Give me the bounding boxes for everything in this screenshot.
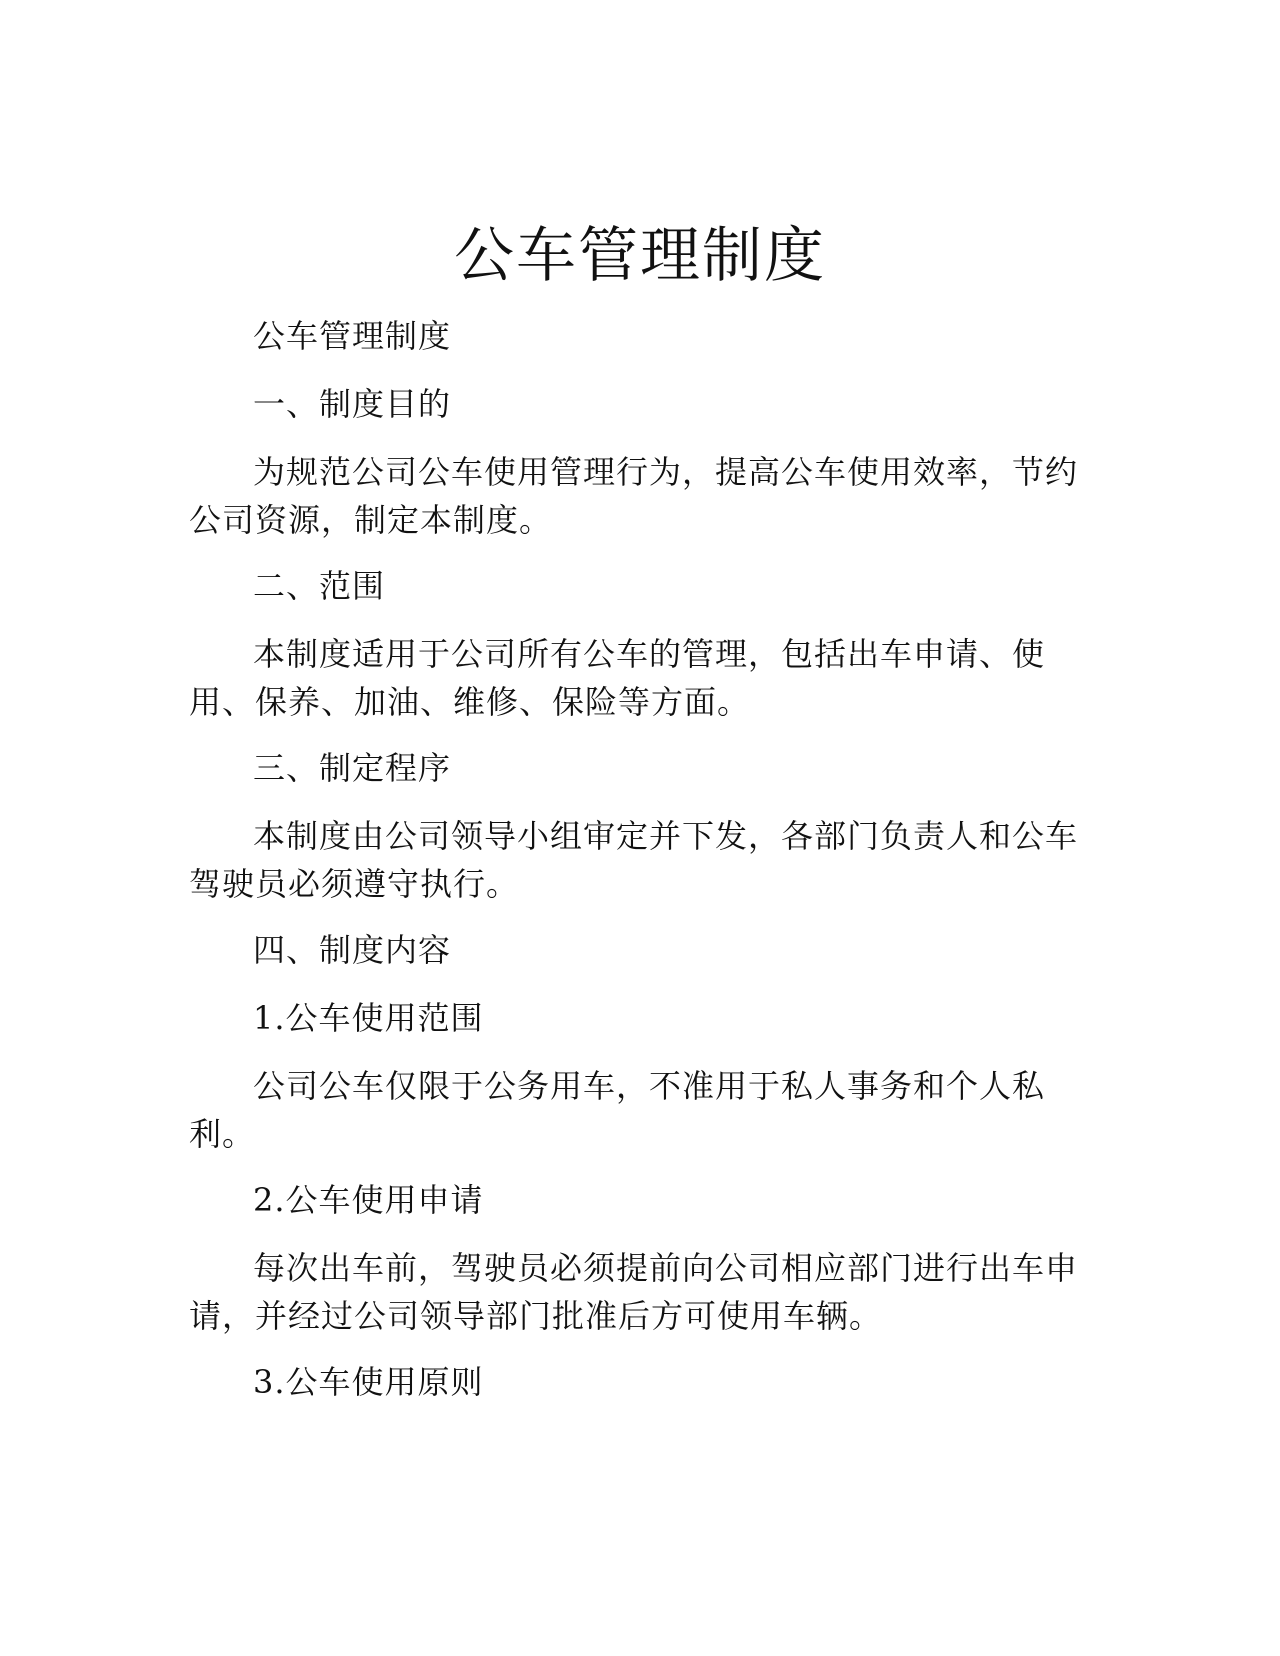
document-title: 公车管理制度 bbox=[454, 221, 826, 291]
heading-purpose: 一、制度目的 bbox=[253, 385, 452, 423]
paragraph-scope: 本制度适用于公司所有公车的管理，包括出车申请、使用、保养、加油、维修、保险等方面。 bbox=[189, 635, 1046, 721]
heading-procedure: 三、制定程序 bbox=[253, 749, 452, 787]
paragraph-usage-scope: 公司公车仅限于公务用车，不准用于私人事务和个人私利。 bbox=[189, 1067, 1046, 1153]
paragraph-purpose: 为规范公司公车使用管理行为，提高公车使用效率，节约公司资源，制定本制度。 bbox=[189, 453, 1079, 539]
paragraph-subtitle: 公车管理制度 bbox=[253, 317, 452, 355]
paragraph-usage-application: 每次出车前，驾驶员必须提前向公司相应部门进行出车申请，并经过公司领导部门批准后方可使用车辆。 bbox=[189, 1249, 1079, 1335]
heading-content: 四、制度内容 bbox=[253, 931, 452, 969]
subheading-usage-application: 2.公车使用申请 bbox=[253, 1181, 484, 1219]
heading-scope: 二、范围 bbox=[253, 567, 386, 605]
subheading-usage-scope: 1.公车使用范围 bbox=[253, 999, 484, 1037]
paragraph-procedure: 本制度由公司领导小组审定并下发，各部门负责人和公车驾驶员必须遵守执行。 bbox=[189, 817, 1079, 903]
subheading-usage-principle: 3.公车使用原则 bbox=[253, 1363, 484, 1401]
